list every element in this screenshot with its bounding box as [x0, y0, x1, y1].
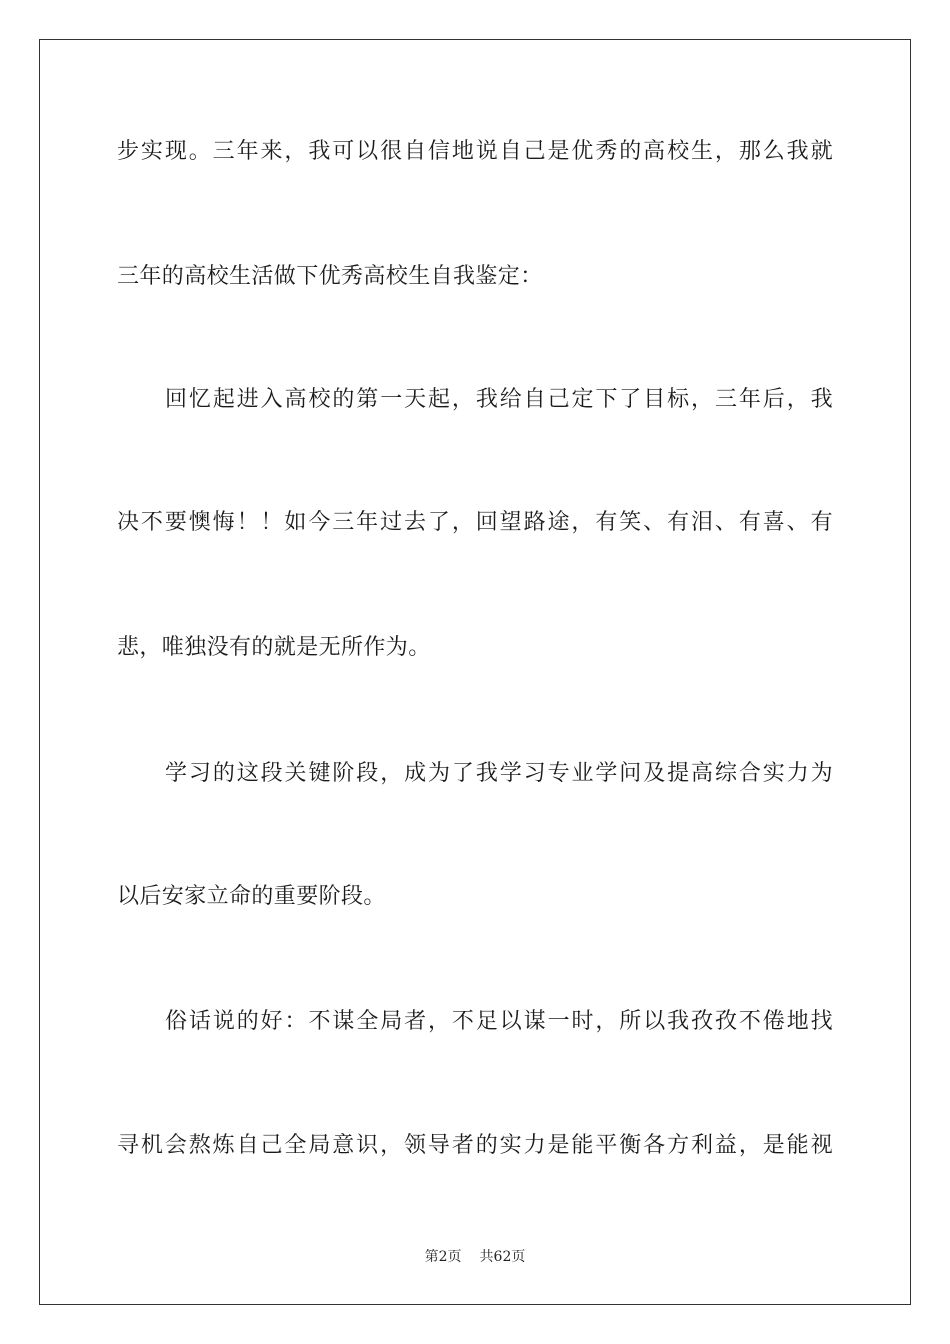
text-line-3: 回忆起进入高校的第一天起，我给自己定下了目标，三年后，我 — [165, 387, 833, 412]
page-number: 第2页 — [424, 1249, 462, 1265]
page-footer — [0, 1247, 950, 1267]
text-line-1: 步实现。三年来，我可以很自信地说自己是优秀的高校生，那么我就 — [117, 139, 833, 164]
text-line-6: 学习的这段关键阶段，成为了我学习专业学问及提高综合实力为 — [165, 761, 833, 786]
text-line-9: 寻机会熬炼自己全局意识，领导者的实力是能平衡各方利益，是能视 — [117, 1133, 833, 1158]
page-border — [39, 39, 911, 1305]
text-line-4: 决不要懊悔！！如今三年过去了，回望路途，有笑、有泪、有喜、有 — [117, 510, 833, 535]
text-line-7: 以后安家立命的重要阶段。 — [117, 884, 386, 909]
text-line-8: 俗话说的好：不谋全局者，不足以谋一时，所以我孜孜不倦地找 — [165, 1009, 833, 1034]
text-line-2: 三年的高校生活做下优秀高校生自我鉴定： — [117, 264, 543, 289]
page-total: 共62页 — [479, 1249, 526, 1265]
text-line-5: 悲，唯独没有的就是无所作为。 — [117, 635, 431, 660]
